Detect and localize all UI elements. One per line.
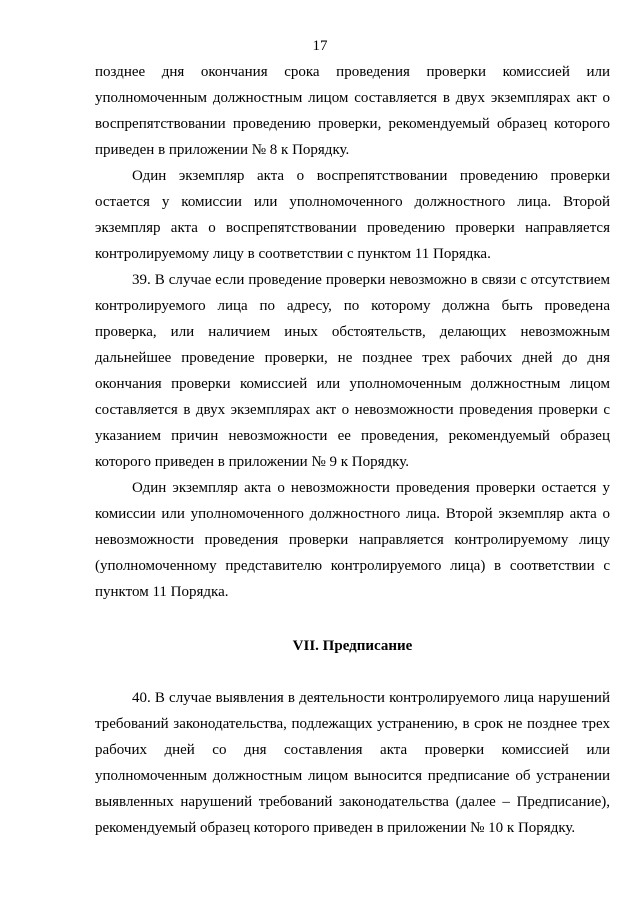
page-number: 17 — [312, 38, 328, 54]
paragraph-continuation: позднее дня окончания срока проведения проверки комиссией или уполномоченным должностным лицом составляется в двух экземплярах акт о воспрепятствовании проведению проверки, рекомендуемый образец которого приведен в приложении № 8 к Порядку. — [95, 64, 610, 158]
document-body — [95, 59, 610, 841]
paragraph-item-39: 39. В случае если проведение проверки невозможно в связи с отсутствием контролируемого лица по адресу, по которому должна быть проведена проверка, или наличием иных обстоятельств, делающих невозможным дальнейшее проведение проверки, не позднее трех рабочих дней до дня окончания проверки комиссией или уполномоченным должностным лицом составляется в двух экземплярах акт о невозможности проведения проверки с указанием причин невозможности ее проведения, рекомендуемый образец которого приведен в приложении № 9 к Порядку. — [95, 272, 610, 470]
paragraph: Один экземпляр акта о воспрепятствовании проведению проверки остается у комиссии или уполномоченного должностного лица. Второй экземпляр акта о воспрепятствовании проведению проверки направляется контролируемому лицу в соответствии с пунктом 11 Порядка. — [95, 168, 610, 262]
paragraph-item-40: 40. В случае выявления в деятельности контролируемого лица нарушений требований законодательства, подлежащих устранению, в срок не позднее трех рабочих дней со дня составления акта проверки комиссией или уполномоченным должностным лицом выносится предписание об устранении выявленных нарушений требований законодательства (далее – Предписание), рекомендуемый образец которого приведен в приложении № 10 к Порядку. — [95, 690, 610, 836]
paragraph: Один экземпляр акта о невозможности проведения проверки остается у комиссии или уполномоченного должностного лица. Второй экземпляр акта о невозможности проведения проверки направляется контролируемому лицу (уполномоченному представителю контролируемого лица) в соответствии с пунктом 11 Порядка. — [95, 480, 610, 600]
section-title: VII. Предписание — [292, 638, 413, 654]
